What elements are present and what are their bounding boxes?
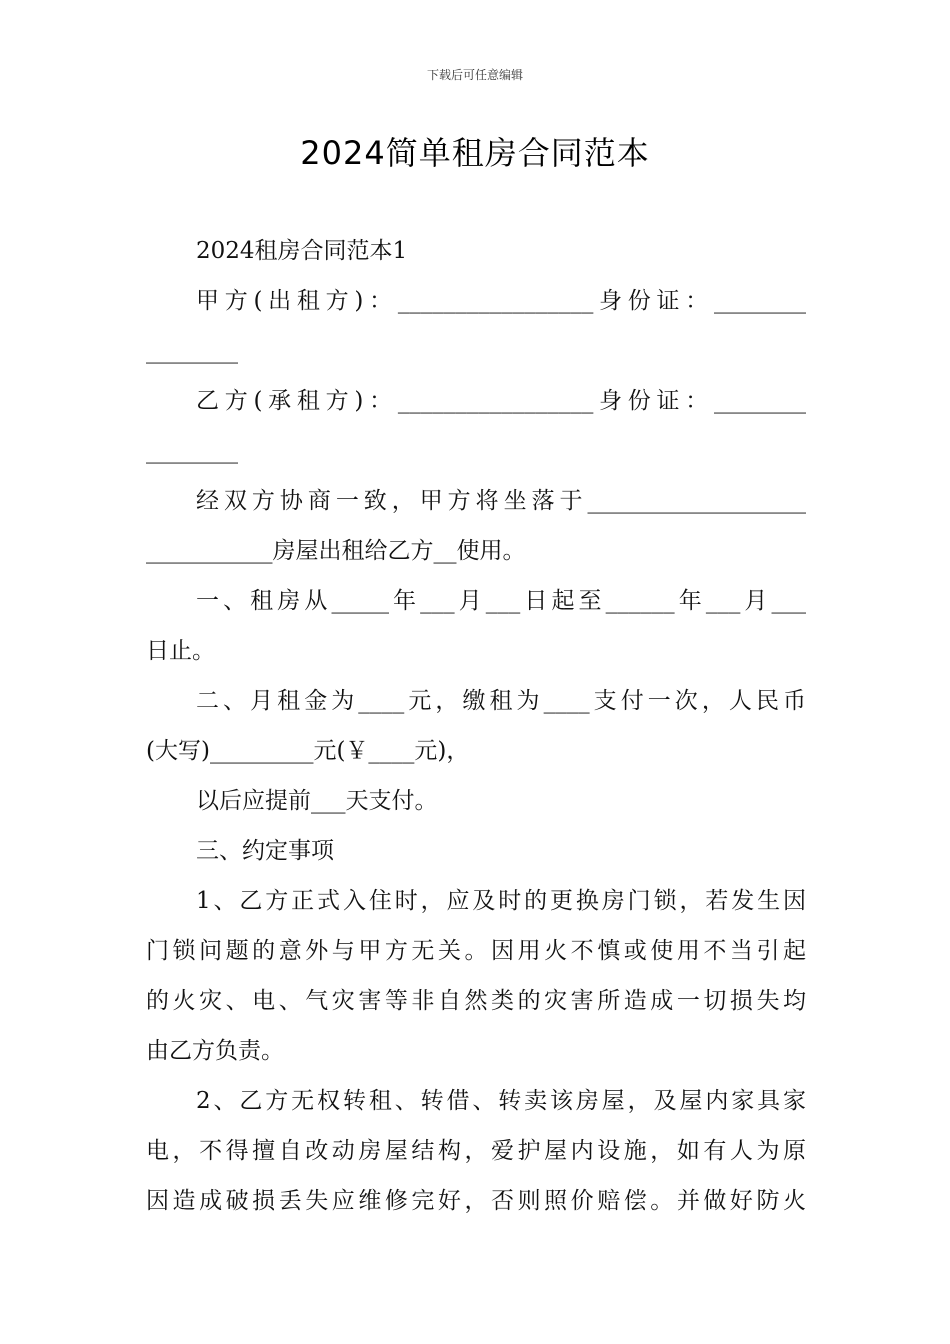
clause-1-line-3: 的火灾、电、气灾害等非自然类的灾害所造成一切损失均 <box>146 988 806 1014</box>
section-heading: 2024租房合同范本1 <box>196 238 408 264</box>
document-title: 2024简单租房合同范本 <box>300 134 650 172</box>
header-note: 下载后可任意编辑 <box>426 68 523 82</box>
party-b-line: 乙方(承租方)：_________________身份证：________ <box>196 388 806 414</box>
party-a-line-cont: ________ <box>146 338 238 364</box>
payment-line: 以后应提前___天支付。 <box>196 788 438 814</box>
term-line-cont: 日止。 <box>146 638 215 664</box>
rent-line: 二、月租金为____元，缴租为____支付一次，人民币 <box>196 688 806 714</box>
party-b-line-cont: ________ <box>146 438 238 464</box>
clause-2-line-1: 2、乙方无权转租、转借、转卖该房屋，及屋内家具家 <box>196 1088 806 1114</box>
party-a-line: 甲方(出租方)：_________________身份证：________ <box>196 288 806 314</box>
terms-heading: 三、约定事项 <box>196 838 334 864</box>
document-body <box>146 226 806 1226</box>
property-line: 经双方协商一致，甲方将坐落于___________________ <box>196 488 806 514</box>
clause-2-line-3: 因造成破损丢失应维修完好，否则照价赔偿。并做好防火 <box>146 1188 806 1214</box>
clause-2-line-2: 电，不得擅自改动房屋结构，爱护屋内设施，如有人为原 <box>146 1138 806 1164</box>
term-line: 一、租房从_____年___月___日起至______年___月___ <box>196 588 806 614</box>
clause-1-line-4: 由乙方负责。 <box>146 1038 284 1064</box>
clause-1-line-2: 门锁问题的意外与甲方无关。因用火不慎或使用不当引起 <box>146 938 806 964</box>
property-line-cont: ___________房屋出租给乙方__使用。 <box>146 538 526 564</box>
rent-line-cont: (大写)_________元(￥____元)， <box>146 738 470 764</box>
clause-1-line-1: 1、乙方正式入住时，应及时的更换房门锁，若发生因 <box>196 888 806 914</box>
